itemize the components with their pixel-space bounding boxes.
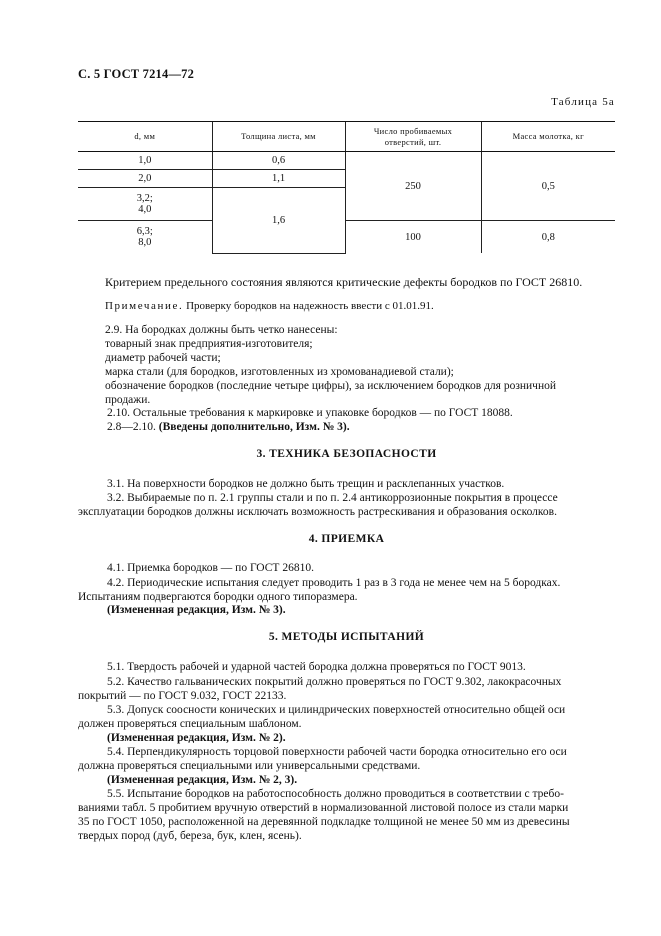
clause-3-2-cont: эксплуатации бородков должны исключать возможность растрескивания и образования осколков. xyxy=(78,506,557,518)
clause-4-2: 4.2. Периодические испытания следует проводить 1 раз в 3 года не менее чем на 5 бородках. xyxy=(107,577,561,589)
clause-2-9-item: диаметр рабочей части; xyxy=(105,352,221,364)
clause-5-2-cont: покрытий — по ГОСТ 9.032, ГОСТ 22133. xyxy=(78,690,287,702)
clause-5-3: 5.3. Допуск соосности конических и цилиндрических поверхностей относительно общей оси xyxy=(107,704,566,716)
clause-2-9-item: продажи. xyxy=(105,394,151,406)
note-text: Проверку бородков на надежность ввести с 01.01.91. xyxy=(183,300,434,312)
cell-d: 1,0 xyxy=(78,152,212,170)
clause-5-2: 5.2. Качество гальванических покрытий должно проверяться по ГОСТ 9.302, лакокрасочных xyxy=(107,676,562,688)
note-label: Примечание. xyxy=(105,300,184,312)
section-5-title: 5. МЕТОДЫ ИСПЫТАНИЙ xyxy=(268,631,425,643)
clause-4-edit-note: (Измененная редакция, Изм. № 3). xyxy=(107,604,286,616)
clause-2-10: 2.10. Остальные требования к маркировке и упаковке бородков — по ГОСТ 18088. xyxy=(107,407,513,419)
col-header-holes: Число пробиваемых отверстий, шт. xyxy=(345,122,481,152)
cell-d: 3,2; 4,0 xyxy=(78,188,212,221)
cell-thickness: 1,6 xyxy=(212,188,345,254)
note-paragraph xyxy=(105,299,615,313)
table-row xyxy=(78,152,615,170)
clause-3-2: 3.2. Выбираемые по п. 2.1 группы стали и по п. 2.4 антикоррозионные покрытия в процессе xyxy=(107,492,558,504)
col-header-mass: Масса молотка, кг xyxy=(481,122,615,152)
clause-5-4-edit-note: (Измененная редакция, Изм. № 2, 3). xyxy=(107,774,298,786)
clause-5-5-cont: 35 по ГОСТ 1050, расположенной на деревянной подкладке толщиной не менее 50 мм из древесины xyxy=(78,816,570,828)
cell-d: 6,3; 8,0 xyxy=(78,221,212,254)
clause-5-4-cont: должна проверяться специальными или универсальными средствами. xyxy=(78,760,421,772)
clause-5-5: 5.5. Испытание бородков на работоспособность должно проводиться в соответствии с требо- xyxy=(107,788,564,800)
clause-2-9-item: обозначение бородков (последние четыре цифры), за исключением бородков для розничной xyxy=(105,380,557,392)
cell-thickness: 1,1 xyxy=(212,170,345,188)
clause-4-1: 4.1. Приемка бородков — по ГОСТ 26810. xyxy=(107,562,314,574)
clause-5-3-cont: должен проверяться специальным шаблоном. xyxy=(78,718,302,730)
table-caption: Таблица 5а xyxy=(551,96,615,108)
clause-2-9-item: марка стали (для бородков, изготовленных из хромованадиевой стали); xyxy=(105,366,454,378)
clause-2-9-item: товарный знак предприятия-изготовителя; xyxy=(105,338,313,350)
cell-d: 2,0 xyxy=(78,170,212,188)
col-header-d: d, мм xyxy=(78,122,212,152)
page-header: С. 5 ГОСТ 7214—72 xyxy=(78,67,195,81)
clause-2-9: 2.9. На бородках должны быть четко нанесены: xyxy=(105,324,338,336)
section-4-title: 4. ПРИЕМКА xyxy=(308,533,385,545)
clause-5-3-edit-note: (Измененная редакция, Изм. № 2). xyxy=(107,732,286,744)
clause-5-4: 5.4. Перпендикулярность торцовой поверхности рабочей части бородка относительно его оси xyxy=(107,746,567,758)
clause-2-8-2-10-note: 2.8—2.10. (Введены дополнительно, Изм. № 3). xyxy=(107,421,350,433)
cell-mass: 0,8 xyxy=(481,221,615,254)
table-5a xyxy=(78,121,615,254)
col-header-thickness: Толщина листа, мм xyxy=(212,122,345,152)
criterion-paragraph: Критерием предельного состояния являются критические дефекты бородков по ГОСТ 26810. xyxy=(105,275,583,289)
clause-5-5-cont: твердых пород (дуб, береза, бук, клен, ясень). xyxy=(78,830,302,842)
cell-holes: 100 xyxy=(345,221,481,254)
cell-thickness: 0,6 xyxy=(212,152,345,170)
cell-mass: 0,5 xyxy=(481,152,615,221)
section-3-title: 3. ТЕХНИКА БЕЗОПАСНОСТИ xyxy=(256,448,437,460)
clause-5-1: 5.1. Твердость рабочей и ударной частей бородка должна проверяться по ГОСТ 9013. xyxy=(107,661,526,673)
table-header-row xyxy=(78,122,615,152)
clause-4-2-cont: Испытаниям подвергаются бородки одного типоразмера. xyxy=(78,591,358,603)
clause-5-5-cont: ваниями табл. 5 пробитием вручную отверстий в нормализованной листовой полосе из стали марки xyxy=(78,802,569,814)
clause-3-1: 3.1. На поверхности бородков не должно быть трещин и расклепанных участков. xyxy=(107,478,505,490)
table-row xyxy=(78,221,615,254)
cell-holes: 250 xyxy=(345,152,481,221)
